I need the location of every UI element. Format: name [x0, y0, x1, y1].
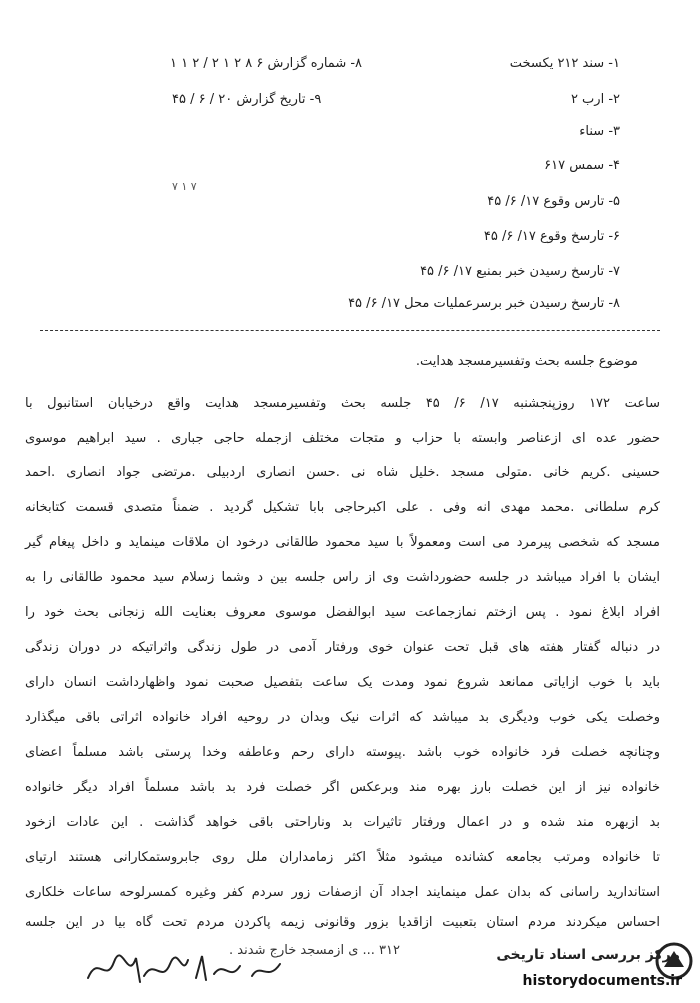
body-line: در دنباله گفتار هفته های قبل تحت عنوان خوی ورفتار آدمی در طول زندگی واثراتیکه در دوران زندگی	[25, 640, 660, 655]
body-line: تا خانواده ومرتب بجامعه کشانده میشود مثلاً اکثر زمامداران ملل روی جابروستمکارانی هستند ارتیای	[25, 850, 660, 865]
body-line: وچنانچه خصلت فرد خانواده خوب باشد .پیوسته دارای رحم وعاطفه وخدا پرستی باشد مسلماً اعضای	[25, 745, 660, 760]
report-date: ۹- تاریخ گزارش ۲۰ / ۶ / ۴۵	[172, 92, 322, 107]
separator-line	[40, 330, 660, 331]
body-line: خانواده نیز از این خصلت بارز بهره مند وبرعکس اگر خصلت فرد بد باشد مسلماً افراد دیگر خانواده	[25, 780, 660, 795]
body-line: حضور عده ای ازعناصر وابسته با حزاب و متجات مختلف ازجمله حاجی جباری . سید ابراهیم موسوی	[25, 431, 660, 446]
report-number: ۸- شماره گزارش ۶ ۸ ۲ ۱ ۲ / ۲ ۱ ۱	[170, 56, 363, 71]
body-line: استاندارید راسانی که بدان عمل مینمایند اجداد آن ازصفات زور سردم کفر وغیره کمسرلوحه ساعات خلکاری	[25, 885, 660, 900]
body-line: ایشان با افراد میباشد در جلسه حضورداشت وی از راس جلسه بین د وشما زسلام سید محمود طالقانی را به	[25, 570, 660, 585]
handwritten-note: ۷ ۱ ۷	[172, 180, 197, 193]
watermark-url: historydocuments.ir	[522, 973, 682, 989]
body-line: ساعت ۱۷۲ روزپنجشنبه ۱۷/ ۶/ ۴۵ جلسه بحث وتفسیرمسجد هدایت واقع درخیابان استانبول با	[25, 396, 660, 411]
header-item-3: ۳- سناء	[579, 124, 620, 139]
body-line: احساس میکردند مردم استان بتعبیت ازاقدیا بزور وقانونی زیمه پاکردن مردم تحت گاه بیا در این جلسه	[25, 915, 660, 930]
signature-scribble	[84, 948, 304, 988]
header-item-2: ۲- ارب ۲	[570, 92, 620, 107]
body-line: بد ازبهره مند شده و در اعمال ورفتار تاثیرات بد وناراحتی باقی خواهد گذاشت . این عادات ازخود	[25, 815, 660, 830]
header-item-8: ۸- تارسخ رسیدن خبر برسرعملیات محل ۱۷/ ۶/ ۴۵	[348, 296, 620, 311]
footer-text: ۳۱۲ ... ی ازمسجد خارج شدند .	[229, 943, 400, 958]
body-line: حسینی .کریم خانی .متولی مسجد .خلیل شاه نی .حسن انصاری اردبیلی .مرتضی جواد انصاری .احمد	[25, 465, 660, 480]
body-line: باید با خوب ازایاتی ممانعد شروع نمود ومدت یک ساعت بتفصیل صحبت نمود واظهارداشت انسان دارای	[25, 675, 660, 690]
body-line: مسجد که شخصی پیرمرد می است ومعمولاً با سید محمود طالقانی درخود ان ملاقات مینماید و داخل پیغام گیر	[25, 535, 660, 550]
header-item-7: ۷- تارسخ رسیدن خبر بمنبع ۱۷/ ۶/ ۴۵	[420, 264, 620, 279]
header-item-5: ۵- تارس وقوع ۱۷/ ۶/ ۴۵	[487, 194, 620, 209]
body-line: کرم سلطانی .محمد مهدی انه وفی . علی اکبرحاجی بابا تشکیل گردید . ضمناً متصدی قسمت کتابخانه	[25, 500, 660, 515]
header-item-4: ۴- سمس ۶۱۷	[544, 158, 620, 173]
watermark-text: مرکز بررسی اسناد تاریخی	[496, 947, 680, 963]
subject-line: موضوع جلسه بحث وتفسیرمسجد هدایت.	[415, 354, 638, 369]
header-item-6: ۶- تارسخ وقوع ۱۷/ ۶/ ۴۵	[483, 229, 620, 244]
body-line: افراد ابلاغ نمود . پس ازختم نمازجماعت سید ابوالفضل موسوی معروف بعنایت الله زنجانی بحث خود را	[25, 605, 660, 620]
body-line: وخصلت یکی خوب ودیگری بد میباشد که اثرات نیک وبدان در روحیه افراد خانواده اثراتی باقی میگذارد	[25, 710, 660, 725]
header-item-1: ۱- سند ۲۱۲ یکسخت	[509, 56, 620, 71]
